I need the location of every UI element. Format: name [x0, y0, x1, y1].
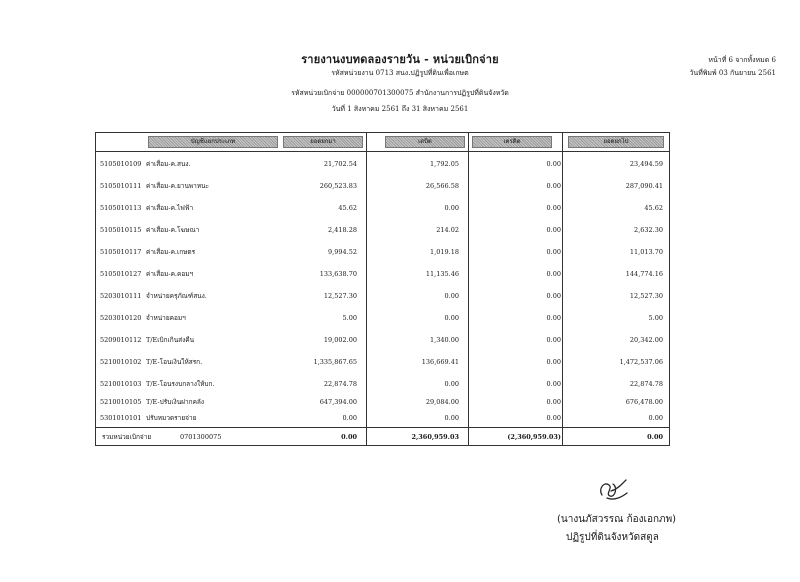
total-brought-forward: 0.00: [341, 433, 357, 441]
debit-value: 0.00: [444, 314, 459, 322]
credit-value: 0.00: [546, 204, 561, 212]
total-carried-forward: 0.00: [647, 433, 663, 441]
credit-value: 0.00: [546, 358, 561, 366]
debit-value: 0.00: [444, 292, 459, 300]
brought-forward-value: 9,994.52: [328, 248, 357, 256]
credit-value: 0.00: [546, 182, 561, 190]
total-account: 0701300075: [180, 433, 222, 441]
total-divider: [96, 427, 669, 428]
total-credit: (2,360,959.03): [507, 433, 561, 441]
brought-forward-value: 19,002.00: [323, 336, 357, 344]
debit-value: 1,792.05: [430, 160, 459, 168]
total-row: [96, 429, 669, 445]
carried-forward-value: 5.00: [648, 314, 663, 322]
table-row: [96, 351, 669, 373]
carried-forward-value: 11,013.70: [629, 248, 663, 256]
brought-forward-value: 260,523.83: [319, 182, 357, 190]
account-name: จำหน่ายครุภัณฑ์สนง.: [146, 292, 207, 300]
account-name: ค่าเสื่อม-ค.คอมฯ: [146, 270, 194, 278]
credit-value: 0.00: [546, 398, 561, 406]
credit-value: 0.00: [546, 336, 561, 344]
table-row: [96, 285, 669, 307]
credit-value: 0.00: [546, 160, 561, 168]
table-row: [96, 307, 669, 329]
account-code: 5105010109: [100, 160, 142, 168]
table-row: [96, 153, 669, 175]
account-code: 5105010117: [100, 248, 142, 256]
column-header-debit: เดบิต: [385, 136, 465, 148]
brought-forward-value: 5.00: [342, 314, 357, 322]
brought-forward-value: 45.62: [338, 204, 357, 212]
carried-forward-value: 22,874.78: [629, 380, 663, 388]
credit-value: 0.00: [546, 414, 561, 422]
debit-value: 0.00: [444, 414, 459, 422]
carried-forward-value: 676,478.00: [625, 398, 663, 406]
account-name: T/E-ปรับเงินฝากคลัง: [146, 398, 205, 406]
account-code: 5105010115: [100, 226, 142, 234]
credit-value: 0.00: [546, 248, 561, 256]
carried-forward-value: 12,527.30: [629, 292, 663, 300]
brought-forward-value: 133,638.70: [319, 270, 357, 278]
account-name: ค่าเสื่อม-ค.สนง.: [146, 160, 191, 168]
debit-value: 29,084.00: [425, 398, 459, 406]
table-row: [96, 175, 669, 197]
account-code: 5105010127: [100, 270, 142, 278]
table-row: [96, 241, 669, 263]
agency-line: รหัสหน่วยงาน 0713 สนง.ปฏิรูปที่ดินเพื่อเกษต: [331, 69, 469, 77]
period-line: วันที่ 1 สิงหาคม 2561 ถึง 31 สิงหาคม 2561: [331, 105, 469, 113]
credit-value: 0.00: [546, 226, 561, 234]
table-row: [96, 219, 669, 241]
carried-forward-value: 20,342.00: [629, 336, 663, 344]
signatory-name: (นางนภัสวรรณ ก้องเอกภพ): [557, 514, 677, 525]
account-code: 5105010113: [100, 204, 142, 212]
brought-forward-value: 0.00: [342, 414, 357, 422]
account-code: 5210010103: [100, 380, 142, 388]
carried-forward-value: 45.62: [644, 204, 663, 212]
account-name: ปรับหมวดรายจ่าย: [146, 414, 197, 422]
debit-value: 214.02: [436, 226, 459, 234]
brought-forward-value: 647,394.00: [319, 398, 357, 406]
debit-value: 0.00: [444, 380, 459, 388]
total-debit: 2,360,959.03: [411, 433, 459, 441]
unit-line: รหัสหน่วยเบิกจ่าย 000000701300075 สำนักงานการปฏิรูปที่ดินจังหวัด: [291, 89, 509, 97]
table-row: [96, 263, 669, 285]
debit-value: 0.00: [444, 204, 459, 212]
column-header-brought-forward: ยอดยกมา: [283, 136, 363, 148]
debit-value: 1,340.00: [430, 336, 459, 344]
account-code: 5301010101: [100, 414, 142, 422]
account-code: 5210010102: [100, 358, 142, 366]
account-name: ค่าเสื่อม-ค.เกษตร: [146, 248, 196, 256]
brought-forward-value: 22,874.78: [323, 380, 357, 388]
account-code: 5203010120: [100, 314, 142, 322]
brought-forward-value: 12,527.30: [323, 292, 357, 300]
page-info: [689, 54, 776, 80]
debit-value: 11,135.46: [425, 270, 459, 278]
table-row: [96, 329, 669, 351]
signatory-position: ปฏิรูปที่ดินจังหวัดสตูล: [566, 532, 659, 543]
total-label: รวมหน่วยเบิกจ่าย: [102, 433, 152, 441]
brought-forward-value: 2,418.28: [328, 226, 357, 234]
print-date: วันที่พิมพ์ 03 กันยายน 2561: [689, 69, 776, 77]
credit-value: 0.00: [546, 292, 561, 300]
account-code: 5105010111: [100, 182, 142, 190]
carried-forward-value: 0.00: [648, 414, 663, 422]
carried-forward-value: 23,494.59: [629, 160, 663, 168]
table-row: [96, 197, 669, 219]
trial-balance-table: [95, 132, 670, 446]
account-name: จำหน่ายคอมฯ: [146, 314, 186, 322]
account-name: ค่าเสื่อม-ค.โฆษณา: [146, 226, 200, 234]
report-title: รายงานงบทดลองรายวัน - หน่วยเบิกจ่าย: [301, 53, 499, 66]
credit-value: 0.00: [546, 314, 561, 322]
table-header: [96, 133, 669, 152]
credit-value: 0.00: [546, 270, 561, 278]
account-name: ค่าเสื่อม-ค.ยานพาหนะ: [146, 182, 210, 190]
column-header-account: บัญชีแยกประเภท: [148, 136, 278, 148]
account-code: 5209010112: [100, 336, 142, 344]
account-name: T/E-โอนรงบกลางให้บก.: [146, 380, 215, 388]
account-name: T/Eเบิกเกินส่งคืน: [146, 336, 195, 344]
table-row: [96, 409, 669, 427]
brought-forward-value: 1,335,867.65: [313, 358, 357, 366]
debit-value: 1,019.18: [430, 248, 459, 256]
credit-value: 0.00: [546, 380, 561, 388]
account-name: ค่าเสื่อม-ค.ไฟฟ้า: [146, 204, 194, 212]
page-number: หน้าที่ 6 จากทั้งหมด 6: [708, 56, 776, 64]
account-code: 5210010105: [100, 398, 142, 406]
column-header-carried-forward: ยอดยกไป: [568, 136, 664, 148]
debit-value: 136,669.41: [421, 358, 459, 366]
carried-forward-value: 2,632.30: [634, 226, 663, 234]
carried-forward-value: 1,472,537.06: [619, 358, 663, 366]
carried-forward-value: 144,774.16: [625, 270, 663, 278]
account-code: 5203010111: [100, 292, 142, 300]
debit-value: 26,566.58: [425, 182, 459, 190]
carried-forward-value: 287,090.41: [625, 182, 663, 190]
brought-forward-value: 21,702.54: [323, 160, 357, 168]
column-header-credit: เครดิต: [472, 136, 552, 148]
account-name: T/E-โอนเงินให้สรก.: [146, 358, 203, 366]
handwritten-signature: [596, 477, 630, 503]
